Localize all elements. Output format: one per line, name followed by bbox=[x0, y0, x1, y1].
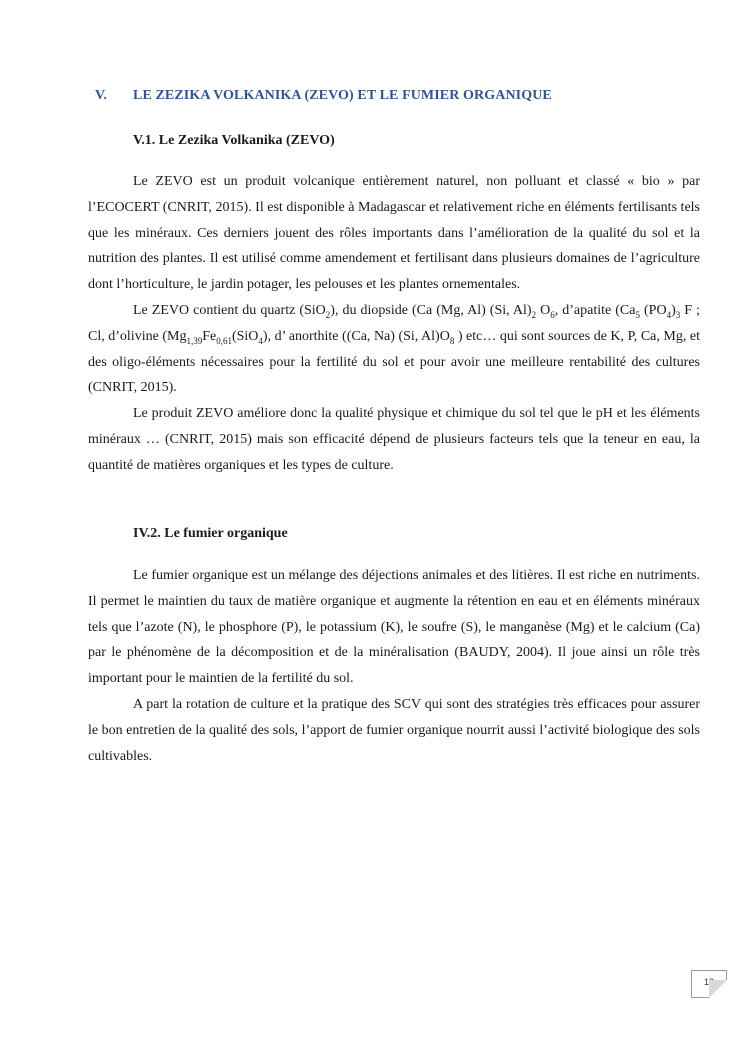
subsection-heading-fumier: IV.2. Le fumier organique bbox=[133, 526, 288, 541]
zevo-text-block bbox=[88, 169, 700, 479]
page-curl-icon bbox=[709, 980, 727, 998]
fumier-text-block bbox=[88, 563, 700, 769]
section-number: V. bbox=[95, 88, 108, 103]
zevo-paragraph-3: Le produit ZEVO améliore donc la qualité physique et chimique du sol tel que le pH et les éléments minéraux … (CNRIT, 2015) mais son efficacité dépend de plusieurs facteurs tels que la teneur en eau, la quantité de matières organiques et les types de culture. bbox=[88, 406, 700, 473]
section-heading bbox=[95, 88, 552, 104]
page-number: 12 bbox=[703, 977, 714, 987]
fumier-paragraph-2: A part la rotation de culture et la pratique des SCV qui sont des stratégies très efficaces pour assurer le bon entretien de la qualité des sols, l’apport de fumier organique nourrit aussi l’activité biologique des sols cultivables. bbox=[88, 696, 700, 764]
section-title: LE ZEZIKA VOLKANIKA (ZEVO) ET LE FUMIER ORGANIQUE bbox=[133, 88, 552, 103]
zevo-paragraph-1: Le ZEVO est un produit volcanique entièrement naturel, non polluant et classé « bio » par l’ECOCERT (CNRIT, 2015). Il est disponible à Madagascar et relativement riche en éléments fertilisants tels que les minéraux. Ces derniers jouent des rôles importants dans l’amélioration de la qualité du sol et la nutrition des plantes. Il est utilisé comme amendement et fertilisant dans plusieurs domaines de l’agriculture dont l’horticulture, le jardin potager, les pelouses et les plantes ornementales. bbox=[88, 174, 700, 293]
page-number-box bbox=[691, 970, 727, 998]
subsection-heading-zevo: V.1. Le Zezika Volkanika (ZEVO) bbox=[133, 133, 335, 148]
zevo-paragraph-2: Le ZEVO contient du quartz (SiO$_2$), du diopside (Ca (Mg, Al) (Si, $Al)_2$ $O_6$, d’apatite ($Ca_5$ $(PO_4)_3$ F ; Cl, d’olivine ($Mg_{1,39}Fe_{0,61}(SiO_4)$, d’ anorthite ((Ca, Na) (Si, $Al)O_8$ ) etc… qui sont sources de K, P, Ca, Mg, et des oligo-éléments nécessaires pour la fertilité du sol et pour avoir une meilleure rentabilité des cultures (CNRIT, 2015). bbox=[88, 302, 701, 396]
fumier-paragraph-1: Le fumier organique est un mélange des déjections animales et des litières. Il est riche en nutriments. Il permet le maintien du taux de matière organique et augmente la rétention en eau et en éléments minéraux tels que l’azote (N), le phosphore (P), le potassium (K), le soufre (S), le manganèse (Mg) et le calcium (Ca) par le phénomène de la décomposition et de la minéralisation (BAUDY, 2004). Il joue ainsi un rôle très important pour le maintien de la fertilité du sol. bbox=[88, 568, 700, 687]
